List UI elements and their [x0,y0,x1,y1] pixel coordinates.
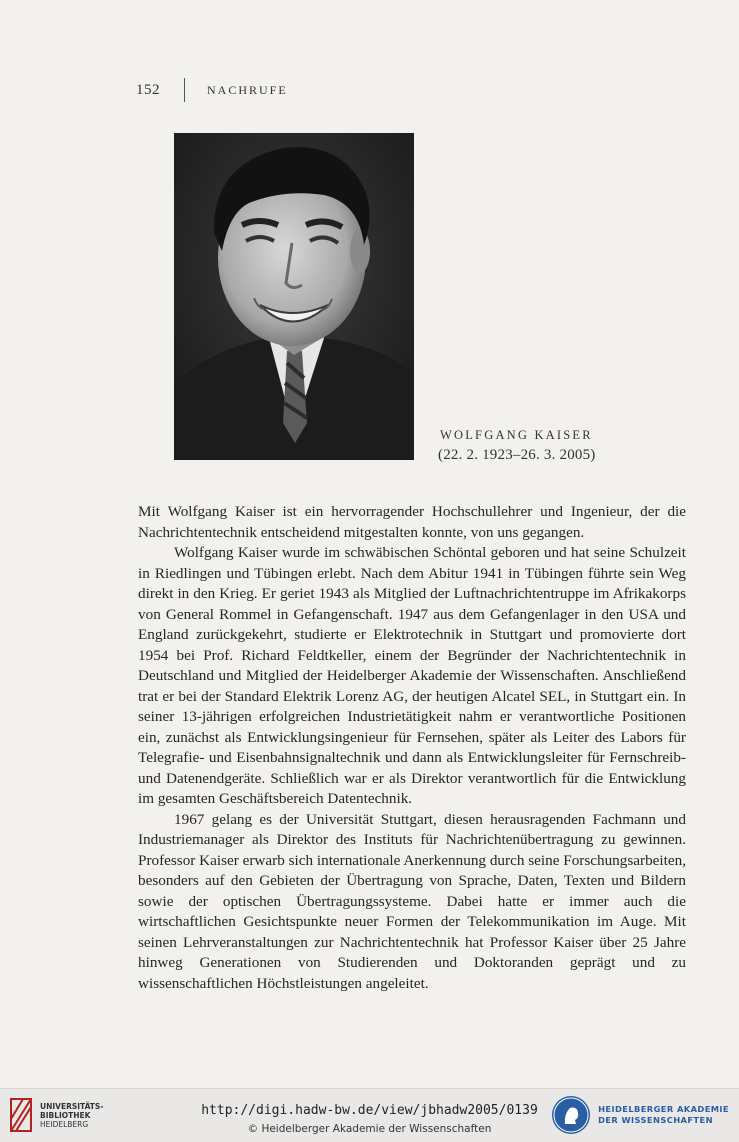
viewer-footer [0,1088,739,1142]
portrait-caption [438,428,596,464]
article-body [138,502,686,994]
paragraph: 1967 gelang es der Universität Stuttgart, diesen herausragenden Fachmann und Industriemanager als Direktor des Instituts für Nachrichtenübertragung zu gewinnen. Professor Kaiser erwarb sich internationale Anerkennung durch seine Forschungsarbeiten, besonders auf den Gebieten der Übertragung von Sprache, Daten, Texten und Bildern sowie der optischen Übertragungssysteme. Dabei hatte er immer auch die wirtschaftlichen Gesichtspunkte neuer Formen der Telekommunikation im Auge. Mit seinen Lehrveranstaltungen zur Nachrichtentechnik hat Professor Kaiser über 25 Jahre hinweg Generationen von Studierenden und Doktoranden geprägt und zu wissenschaftlichen Höchstleistungen angeleitet. [138,810,686,992]
academy-seal-icon [552,1096,590,1134]
paragraph: Mit Wolfgang Kaiser ist ein hervorragender Hochschullehrer und Ingenieur, der die Nachrichtentechnik entscheidend mitgestalten konnte, von uns gegangen. [138,503,686,541]
permalink[interactable]: http://digi.hadw-bw.de/view/jbhadw2005/0139 [201,1103,538,1118]
library-name-line2: BIBLIOTHEK [40,1110,91,1120]
header-divider [184,78,185,102]
running-header [136,78,288,102]
library-name-line3: HEIDELBERG [40,1119,89,1129]
page-number: 152 [136,81,160,98]
caption-dates: (22. 2. 1923–26. 3. 2005) [438,447,596,463]
paragraph: Wolfgang Kaiser wurde im schwäbischen Schöntal geboren und hat seine Schulzeit in Riedlingen und Tübingen erlebt. Nach dem Abitur 1941 in Tübingen führte sein Weg direkt in den Krieg. Er geriet 1943 als Mitglied der Luftnachrichtentruppe im Afrikakorps von General Rommel in Gefangenschaft. 1947 aus dem Gefangenlager in den USA und England zurückgekehrt, studierte er Elektrotechnik in Stuttgart und promovierte dort 1954 bei Prof. Richard Feldtkeller, einem der Begründer der Nachrichtentechnik in Deutschland und Mitglied der Heidelberger Akademie der Wissenschaften. Anschließend trat er bei der Standard Elektrik Lorenz AG, der heutigen Alcatel SEL, in Stuttgart ein. In seiner 13-jährigen erfolgreichen Industrietätigkeit nahm er verantwortliche Positionen ein, zunächst als Entwicklungsingenieur für Fernsehen, später als Leiter des Labors für Telegrafie- und Eisenbahnsignaltechnik und dann als Entwicklungsleiter für Fernschreib- und Datenendgeräte. Schließlich war er als Direktor verantwortlich für die Entwicklung im gesamten Geschäftsbereich Datentechnik. [138,544,686,807]
academy-name-line1: HEIDELBERGER AKADEMIE [598,1104,729,1114]
caption-name: WOLFGANG KAISER [440,428,593,442]
portrait-photo [174,133,414,460]
library-name-line1: UNIVERSITÄTS- [40,1101,104,1111]
academy-name-line2: DER WISSENSCHAFTEN [598,1115,713,1125]
section-title: NACHRUFE [207,82,288,97]
academy-logo[interactable] [552,1096,729,1134]
copyright-notice: © Heidelberger Akademie der Wissenschaften [247,1123,492,1135]
